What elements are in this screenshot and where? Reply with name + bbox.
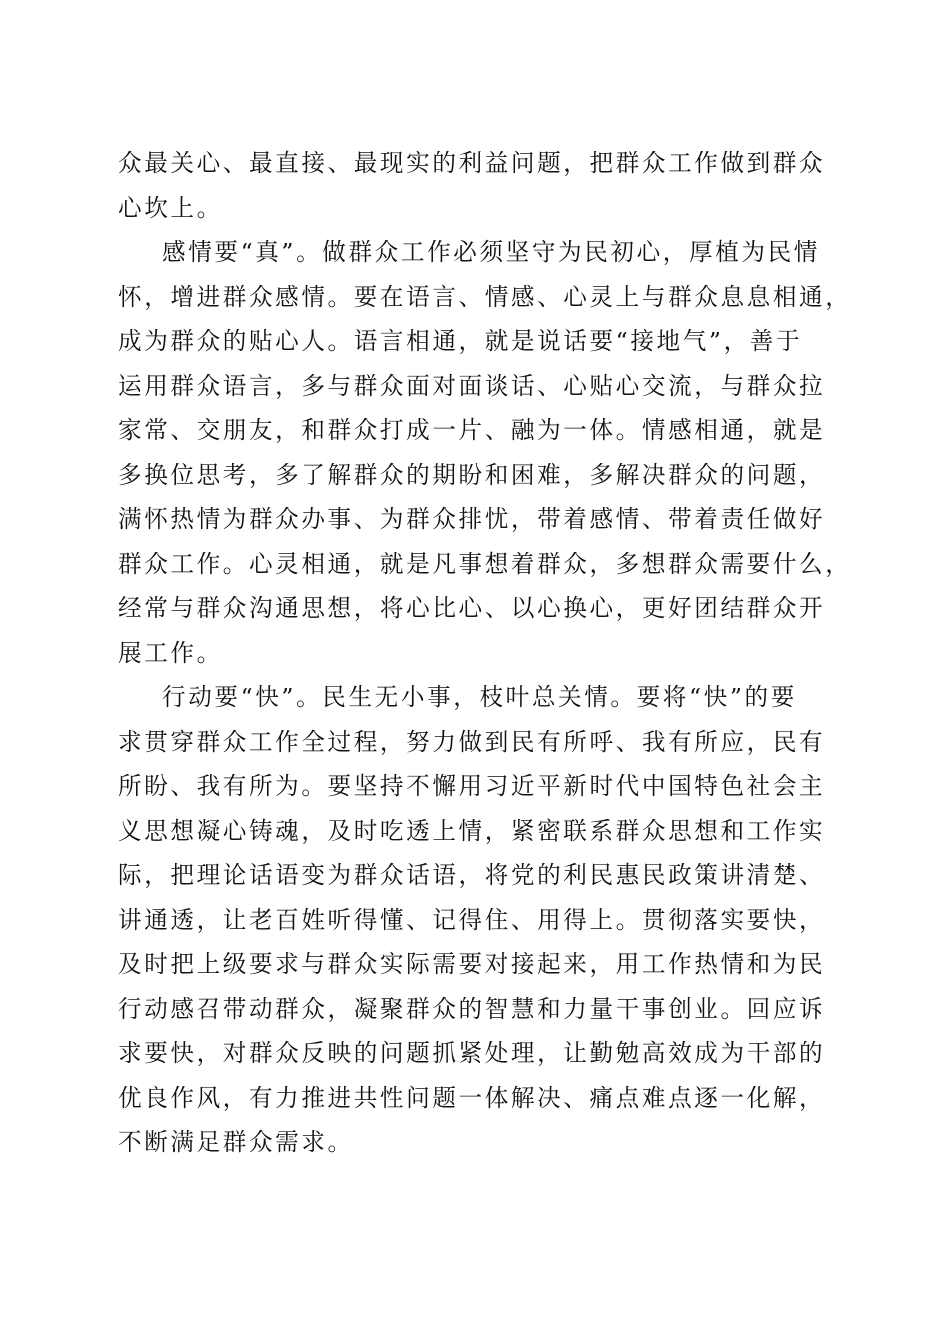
text-line: 不断满足群众需求。 [118, 1128, 354, 1156]
text-line: 经常与群众沟通思想，将心比心、以心换心，更好团结群众开 [118, 594, 826, 622]
paragraph-emotion-true [118, 230, 852, 675]
text-line: 运用群众语言，多与群众面对面谈话、心贴心交流，与群众拉 [118, 371, 826, 400]
text-line: 求贯穿群众工作全过程，努力做到民有所呼、我有所应，民有 [118, 727, 826, 756]
text-line: 际，把理论话语变为群众话语，将党的利民惠民政策讲清楚、 [118, 861, 826, 889]
text-line: 感情要“真”。做群众工作必须坚守为民初心，厚植为民情 [162, 238, 820, 266]
text-line: 群众工作。心灵相通，就是凡事想着群众，多想群众需要什么， [118, 549, 852, 578]
text-line: 行动要“快”。民生无小事，枝叶总关情。要将“快”的要 [162, 683, 797, 711]
text-line: 行动感召带动群众，凝聚群众的智慧和力量干事创业。回应诉 [118, 994, 826, 1023]
text-line: 成为群众的贴心人。语言相通，就是说话要“接地气”，善于 [118, 327, 803, 355]
text-line: 满怀热情为群众办事、为群众排忧，带着感情、带着责任做好 [118, 505, 826, 533]
text-line: 及时把上级要求与群众实际需要对接起来，用工作热情和为民 [118, 950, 826, 978]
text-line: 义思想凝心铸魂，及时吃透上情，紧密联系群众思想和工作实 [118, 816, 826, 845]
paragraph-continuation [118, 141, 833, 230]
document-body [118, 141, 852, 1165]
text-line: 众最关心、最直接、最现实的利益问题，把群众工作做到群众 [118, 149, 826, 177]
text-line: 优良作风，有力推进共性问题一体解决、痛点难点逐一化解， [118, 1083, 826, 1112]
text-line: 心坎上。 [118, 193, 223, 222]
paragraph-action-fast [118, 675, 833, 1165]
text-line: 讲通透，让老百姓听得懂、记得住、用得上。贯彻落实要快， [118, 905, 826, 934]
text-line: 怀，增进群众感情。要在语言、情感、心灵上与群众息息相通， [118, 282, 852, 311]
text-line: 多换位思考，多了解群众的期盼和困难，多解决群众的问题， [118, 460, 826, 489]
text-line: 展工作。 [118, 638, 223, 667]
text-line: 家常、交朋友，和群众打成一片、融为一体。情感相通，就是 [118, 416, 826, 444]
text-line: 所盼、我有所为。要坚持不懈用习近平新时代中国特色社会主 [118, 772, 826, 800]
text-line: 求要快，对群众反映的问题抓紧处理，让勤勉高效成为干部的 [118, 1039, 826, 1067]
